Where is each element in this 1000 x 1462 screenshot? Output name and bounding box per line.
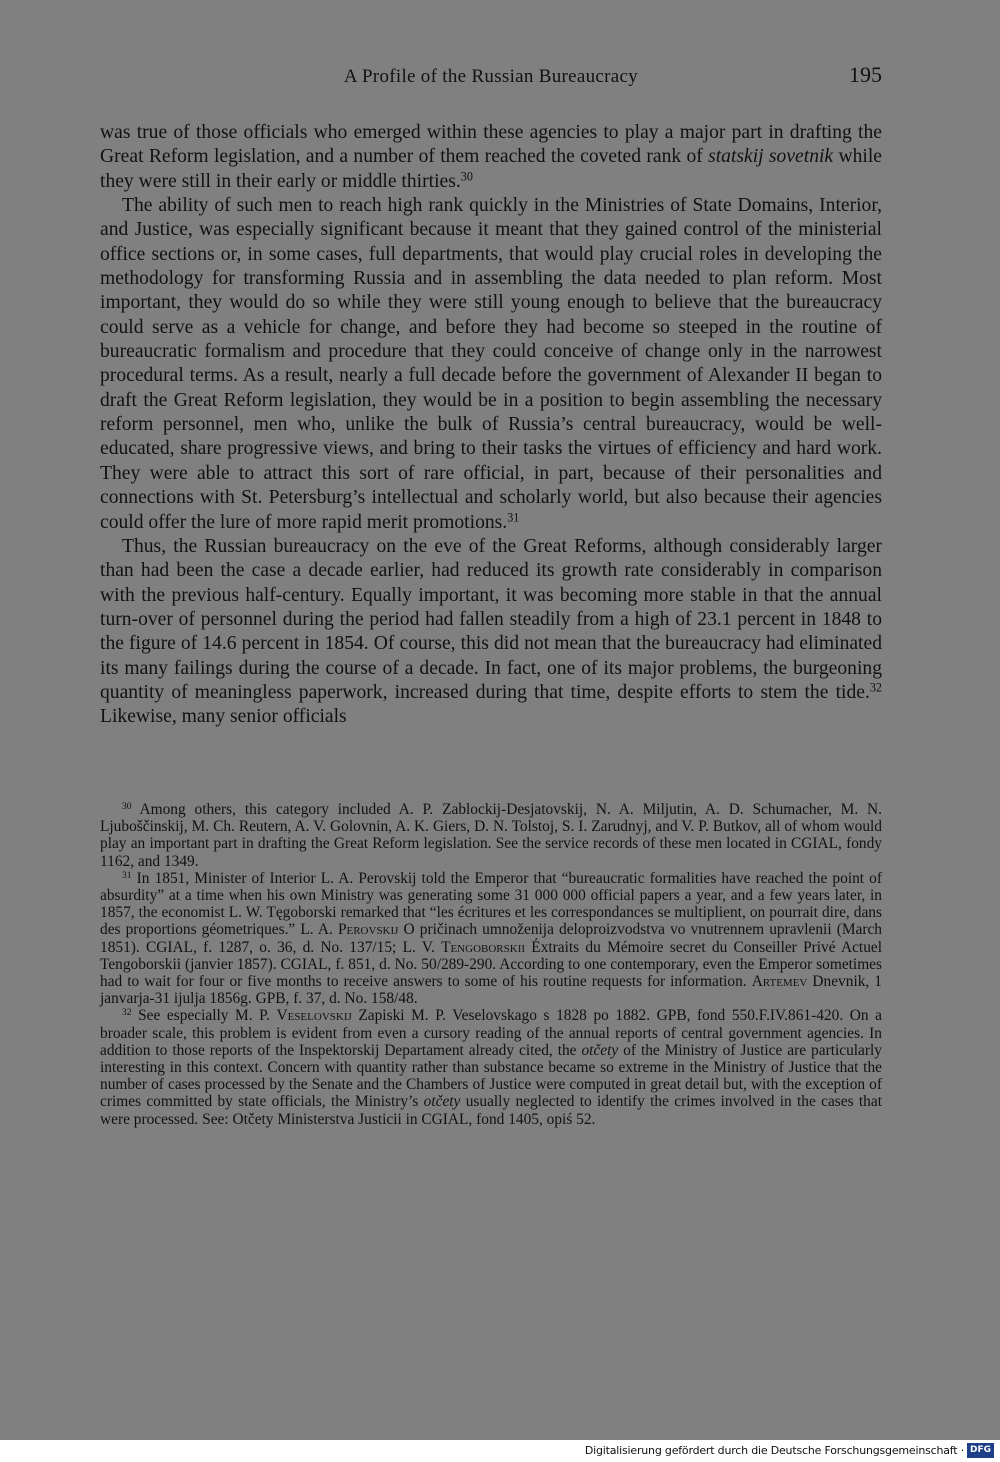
- dfg-logo[interactable]: DFG: [967, 1443, 994, 1458]
- running-head: [100, 62, 882, 92]
- paragraph-1-text: was true of those officials who emerged within these agencies to play a major part in drafting the Great Reform legislation, and a number of them reached the coveted rank of: [100, 122, 882, 168]
- paragraph-1-italic-term: statskij sovetnik: [708, 146, 834, 168]
- footnote-32: [100, 1007, 882, 1127]
- footnote-32-text-3: of the Ministry of Justice are particularly interesting in this context. Concern with quantity rather than substance became so extreme in the Ministry of Justice that the number of cases processed by the Senate and the Chambers of Justice were computed in great detail but, with the exception of crimes committed by state officials, the Ministry’s: [100, 1041, 882, 1111]
- footnote-32-number: 32: [122, 1007, 132, 1019]
- footnote-30: [100, 801, 882, 870]
- footnote-ref-32: 32: [869, 680, 882, 695]
- paragraph-3-tail: Likewise, many senior officials: [100, 706, 347, 728]
- footnote-32-author-veselovskij: Veselovskij: [276, 1007, 352, 1025]
- footnote-31-author-tengoborskii: Tengoborskii: [441, 938, 526, 956]
- footnote-ref-30: 30: [460, 169, 473, 184]
- footnote-30-number: 30: [122, 800, 132, 812]
- paragraph-3: [100, 535, 882, 730]
- funding-credit: Digitalisierung gefördert durch die Deutsche Forschungsgemeinschaft ·: [584, 1444, 964, 1457]
- footnote-ref-31: 31: [507, 509, 520, 524]
- paragraph-2: [100, 194, 882, 535]
- footnote-31-author-artemev: Artemev: [751, 973, 808, 991]
- footnote-31-text-2: O pričinach umnoženija deloproizvodstva vo vnutrennem upravlenii (March 1851). CGIAL, f. 1287, o. 36, d. No. 137/15; L. V.: [100, 921, 883, 956]
- footnote-31-number: 31: [122, 869, 132, 881]
- paragraph-1: [100, 121, 882, 194]
- footnote-32-text: See especially M. P.: [131, 1007, 277, 1025]
- footnote-31-text: In 1851, Minister of Interior L. A. Perovskij told the Emperor that “bureaucratic formalities have reached the point of absurdity” at a time when his own Ministry was generating some 31 000 000 official papers a year, and a few years later, in 1857, the economist L. W. Tęgoborski remarked that “les écritures et les correspondances se multiplient, on pourrait dire, dans des proportions géometriques.” L. A.: [100, 869, 882, 939]
- paragraph-3-text: Thus, the Russian bureaucracy on the eve of the Great Reforms, although considerably larger than had been the case a decade earlier, had reduced its growth rate considerably in comparison with the previous half-century. Equally important, it was becoming more stable in that the annual turn-over of personnel during the period had fallen steadily from a high of 23.1 percent in 1848 to the figure of 14.6 percent in 1854. Of course, this did not mean that the bureaucracy had eliminated its many failings during the course of a decade. In fact, one of its major problems, the burgeoning quantity of meaningless paperwork, increased during that time, despite efforts to stem the tide.: [100, 535, 882, 703]
- footnote-31-text-4: Dnevnik, 1 janvarja-31 ijulja 1856g. GPB, f. 37, d. No. 158/48.: [100, 973, 882, 1008]
- footnote-31: [100, 870, 882, 1008]
- footnotes: [100, 801, 882, 1128]
- footnote-32-italic-term-2: otčety: [423, 1093, 461, 1111]
- page-number: 195: [849, 62, 882, 87]
- paragraph-2-text: The ability of such men to reach high rank quickly in the Ministries of State Domains, Interior, and Justice, was especially significant because it meant that they gained control of the ministerial office sections or, in some cases, full departments, that would play crucial roles in developing the methodology for transforming Russia and in assembling the data needed to plan reform. Most important, they would do so while they were still young enough to believe that the bureaucracy could serve as a vehicle for change, and before they had become so steeped in the routine of bureaucratic formalism and procedure that they could conceive of change only in the narrowest procedural terms. As a result, nearly a full decade before the government of Alexander II began to draft the Great Reform legislation, they would be in a position to begin assembling the necessary reform personnel, men who, unlike the bulk of Russia’s central bureaucracy, would be well-educated, share progressive views, and bring to their tasks the virtues of efficiency and hard work. They were able to attract this sort of rare official, in part, because of their personalities and connections with St. Petersburg’s intellectual and scholarly world, but also because their agencies could offer the lure of more rapid merit promotions.: [100, 195, 882, 533]
- running-title: A Profile of the Russian Bureaucracy: [343, 66, 639, 87]
- footnote-31-text-3: Éxtraits du Mémoire secret du Conseiller Privé Actuel Tengoborskii (janvier 1857). CGIAL, f. 851, d. No. 50/289-290. According to one contemporary, even the Emperor sometimes had to wait for four or five months to receive answers to some of his routine requests for information.: [100, 938, 882, 991]
- footnote-32-italic-term: otčety: [581, 1041, 619, 1059]
- body-text: [100, 121, 882, 730]
- footnote-31-author-perovskij: Perovskij: [337, 921, 399, 939]
- paragraph-1-text-end: while they were still in their early or middle thirties.: [100, 146, 882, 192]
- digitization-footer: [0, 1440, 1000, 1462]
- footnote-32-text-4: usually neglected to identify the crimes involved in the cases that were processed. See: Otčety Ministerstva Justicii in CGIAL, fond 1405, opiś 52.: [100, 1093, 882, 1128]
- footnote-30-text: Among others, this category included A. P. Zablockij-Desjatovskij, N. A. Miljutin, A. D. Schumacher, M. N. Ljuboščinskij, M. Ch. Reutern, A. V. Golovnin, A. K. Giers, D. N. Tolstoj, S. I. Zarudnyj, and V. P. Butkov, all of whom would play an important part in drafting the Great Reform legislation. See the service records of these men located in CGIAL, fondy 1162, and 1349.: [100, 801, 882, 870]
- footnote-32-text-2: Zapiski M. P. Veselovskago s 1828 po 1882. GPB, fond 550.F.IV.861-420. On a broader scale, this problem is evident from even a cursory reading of the annual reports of central government agencies. In addition to those reports of the Inspektorskij Departament already cited, the: [100, 1007, 882, 1059]
